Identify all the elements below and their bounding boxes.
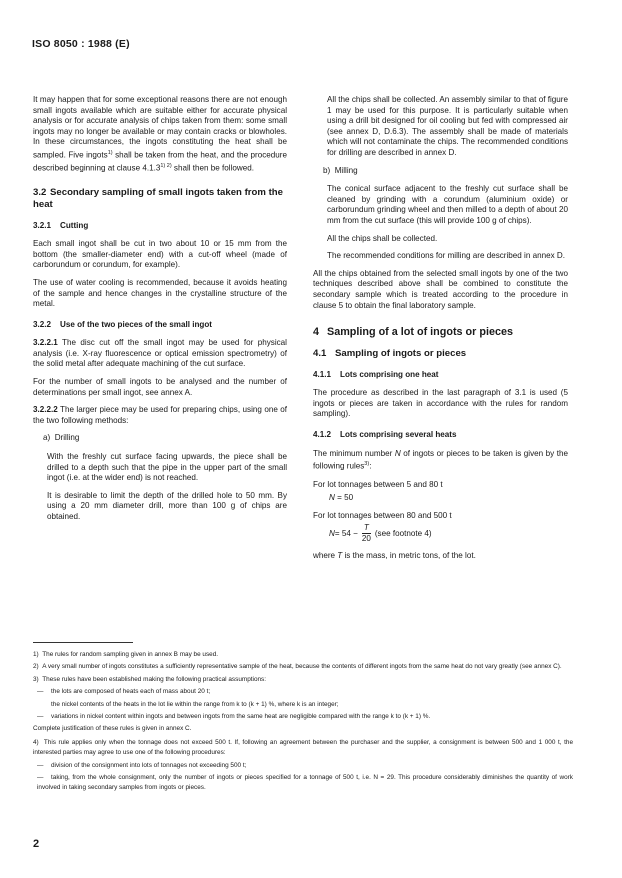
footnote-1: 1) The rules for random sampling given in annex B may be used. xyxy=(33,651,219,658)
formula-2: N = 54 − $\frac{T}{20}$ (see footnote 4) xyxy=(329,523,432,544)
footnote-divider xyxy=(33,642,133,643)
footnotes xyxy=(33,650,573,796)
footnote-3: 3) These rules have been established making the following practical assumptions: xyxy=(33,675,267,683)
section-3-2-2-heading: 3.2.2 Use of the two pieces of the small ingot xyxy=(33,319,213,329)
where-t-paragraph: where T is the mass, in metric tons, of the lot. xyxy=(313,551,476,561)
footnote-4-bullet-1: — division of the consignment into lots of tonnages not exceeding 500 t; xyxy=(37,761,247,769)
section-3-2-heading: 3.2 Secondary sampling of small ingots taken from the heat xyxy=(33,186,283,210)
item-b-milling: b) Milling xyxy=(323,165,358,175)
rule-2-text: For lot tonnages between 80 and 500 t xyxy=(313,510,452,520)
document-header: ISO 8050 : 1988 (E) xyxy=(32,38,130,50)
section-4-1-2-heading: 4.1.2 Lots comprising several heats xyxy=(313,430,457,440)
milling-paragraph-2: All the chips shall be collected. xyxy=(327,233,438,243)
left-column xyxy=(33,95,287,530)
footnote-3-justification: Complete justification of these rules is given in annex C. xyxy=(33,725,192,733)
minimum-number-paragraph: The minimum number N of ingots or pieces to be taken is given by the following rules$^{3)}$: xyxy=(313,448,568,471)
footnote-3-bullet-2: the nickel contents of the heats in the lot lie within the range from k to (k + 1) %, where k is an integer; xyxy=(51,700,339,708)
right-column xyxy=(313,95,568,569)
annex-a-paragraph: For the number of small ingots to be analysed and the number of determinations per small ingot, see annex A. xyxy=(33,377,287,397)
intro-paragraph: It may happen that for some exceptional reasons there are not enough small ingots available which are suitable either for accurate physical analysis or for accurate analysis of chips taken from them: some small ingots may no longer be available or may contain cracks or blowholes. In these circumstances, the ingots constituting the heat shall be sampled. Five ingots$^{1)}$ shall be taken from the heat, and the procedure described beginning at clause $4.1.3^{1) 2)}$ shall then be followed. xyxy=(33,95,288,173)
footnote-2: 2) A very small number of ingots constitutes a sufficiently representative sample of the heat, because the contents of different ingots from the same heat do not vary greatly (see annex C). xyxy=(33,663,562,671)
milling-paragraph-1: The conical surface adjacent to the freshly cut surface shall be cleaned by grinding with a corundum (aluminium oxide) or carborundum grinding wheel and then milled to a depth of about 20 mm from the cut surface (this will provide 100 g of chips). xyxy=(327,184,568,225)
footnote-4-bullet-2: — taking, from the whole consignment, only the number of ingots or pieces specified for a tonnage of 500 t, i.e. N = 29. This procedure considerably diminishes the quantity of work involved in taking secondary samples from ingots or pieces. xyxy=(37,774,573,792)
item-a-drilling: a) Drilling xyxy=(43,433,80,443)
footnote-3-bullet-1: — the lots are composed of heats each of mass about 20 t; xyxy=(37,688,211,696)
lots-one-heat-paragraph: The procedure as described in the last paragraph of 3.1 is used (5 ingots or pieces are taken in accordance with the rules for random sampling). xyxy=(313,388,568,419)
cutting-paragraph-1: Each small ingot shall be cut in two about 10 or 15 mm from the bottom (the smaller-diameter end) with a cut-off wheel (made of carborundum or corundum, for example). xyxy=(33,239,287,270)
chips-collected-paragraph: All the chips shall be collected. An assembly similar to that of figure 1 may be used for this purpose. It is particularly suitable when using a drill bit designed for oil cooling but fed with compressed air (see annex D, D.6.3). The assembly shall be made of materials which will not contaminate the chips. The recommended conditions for drilling are described in annex D. xyxy=(327,95,568,157)
page-number: 2 xyxy=(33,838,40,850)
section-3-2-1-heading: 3.2.1 Cutting xyxy=(33,220,89,230)
milling-paragraph-3: The recommended conditions for milling are described in annex D. xyxy=(327,251,565,261)
footnote-4: 4) This rule applies only when the tonnage does not exceed 500 t. If, following an agreement between the purchaser and the supplier, a consignment is between 500 and 1 000 t, the interested parties may agree to use one of the following procedures: xyxy=(33,738,573,757)
section-4-1-heading: 4.1 Sampling of ingots or pieces xyxy=(313,347,467,359)
section-3-2-2-1-paragraph: 3.2.2.1 The disc cut off the small ingot may be used for physical analysis (i.e. X-ray fluorescence or optical emission spectrometry) of the solid metal after adequate machining of the cut surface. xyxy=(33,338,287,369)
section-4-heading: 4 Sampling of a lot of ingots or pieces xyxy=(313,326,513,339)
cutting-paragraph-2: The use of water cooling is recommended, because it avoids heating of the sample and hence changes in the crystalline structure of the metal. xyxy=(33,277,287,309)
section-3-2-2-2-paragraph: 3.2.2.2 The larger piece may be used for preparing chips, using one of the two following methods: xyxy=(33,405,287,425)
fraction-t-over-20: $\frac{T}{20}$ xyxy=(361,523,371,544)
combine-chips-paragraph: All the chips obtained from the selected small ingots by one of the two techniques described above shall be combined to constitute the secondary sample which is treated according to the procedure in clause 5 to obtain the final laboratory sample. xyxy=(313,268,568,310)
formula-1: N = 50 xyxy=(329,493,354,503)
footnote-3-bullet-3: — variations in nickel content within ingots and between ingots from the same heat are negligible compared with the range k to (k + 1) %. xyxy=(37,713,431,721)
drilling-paragraph-2: It is desirable to limit the depth of the drilled hole to 50 mm. By using a 20 mm diameter drill, more than 100 g of chips are obtained. xyxy=(47,490,287,521)
drilling-paragraph-1: With the freshly cut surface facing upwards, the piece shall be drilled to a depth such that the pipe in the upper part of the small ingot (i.e. at the wider end) is not reached. xyxy=(47,452,287,483)
section-4-1-1-heading: 4.1.1 Lots comprising one heat xyxy=(313,369,439,379)
rule-1-text: For lot tonnages between 5 and 80 t xyxy=(313,479,443,489)
